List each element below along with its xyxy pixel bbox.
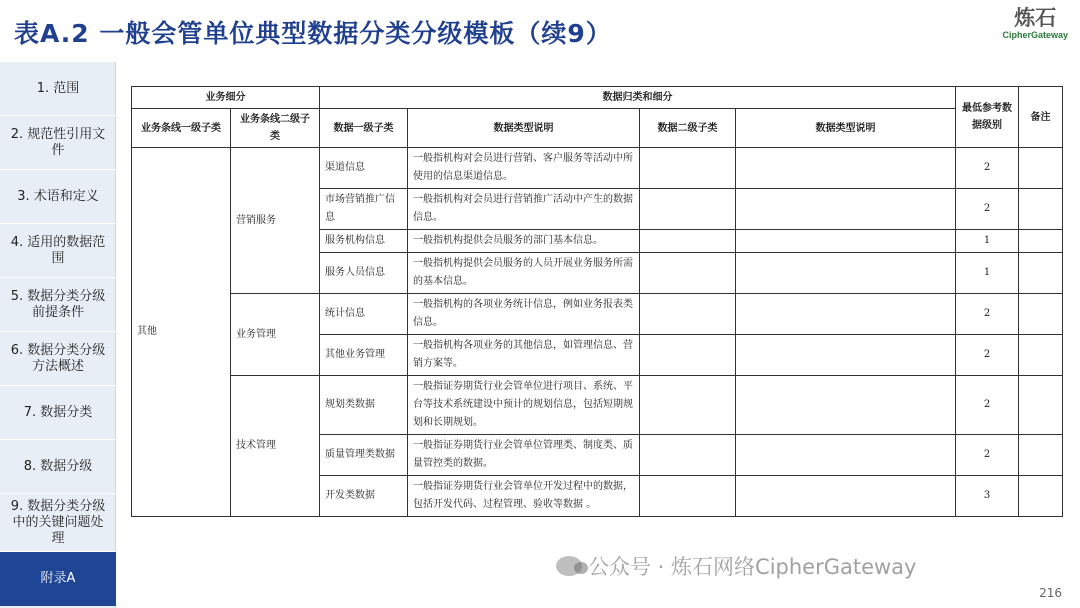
data-l2-cell bbox=[640, 189, 736, 230]
business-l2-cell: 业务管理 bbox=[231, 294, 320, 376]
header-data-group: 数据归类和细分 bbox=[320, 87, 956, 109]
data-l2-cell bbox=[640, 230, 736, 253]
data-l2-cell bbox=[640, 148, 736, 189]
wechat-icon bbox=[556, 556, 582, 576]
sidebar-item-method-overview[interactable]: 6. 数据分类分级方法概述 bbox=[0, 332, 116, 386]
level-cell: 1 bbox=[956, 253, 1019, 294]
header-data-desc-2: 数据类型说明 bbox=[736, 109, 956, 148]
header-remarks: 备注 bbox=[1019, 87, 1063, 148]
header-business-l2: 业务条线二级子类 bbox=[231, 109, 320, 148]
table-row bbox=[132, 376, 1063, 435]
remarks-cell bbox=[1019, 376, 1063, 435]
level-cell: 2 bbox=[956, 335, 1019, 376]
data-desc-cell: 一般指证券期货行业会管单位管理类、制度类、质量管控类的数据。 bbox=[408, 435, 640, 476]
remarks-cell bbox=[1019, 294, 1063, 335]
page-number: 216 bbox=[1039, 586, 1062, 600]
logo-brand: CipherGateway bbox=[1002, 30, 1068, 40]
data-l1-cell: 渠道信息 bbox=[320, 148, 408, 189]
data-l1-cell: 服务人员信息 bbox=[320, 253, 408, 294]
sidebar-item-scope[interactable]: 1. 范围 bbox=[0, 62, 116, 116]
data-l1-cell: 开发类数据 bbox=[320, 476, 408, 517]
header-data-desc: 数据类型说明 bbox=[408, 109, 640, 148]
header-data-l2: 数据二级子类 bbox=[640, 109, 736, 148]
remarks-cell bbox=[1019, 253, 1063, 294]
data-desc-cell: 一般指机构对会员进行营销、客户服务等活动中所使用的信息渠道信息。 bbox=[408, 148, 640, 189]
data-desc2-cell bbox=[736, 148, 956, 189]
business-l2-cell: 技术管理 bbox=[231, 376, 320, 517]
data-l2-cell bbox=[640, 376, 736, 435]
header-min-level: 最低参考数据级别 bbox=[956, 87, 1019, 148]
table-row bbox=[132, 294, 1063, 335]
data-l2-cell bbox=[640, 435, 736, 476]
sidebar-item-preconditions[interactable]: 5. 数据分类分级前提条件 bbox=[0, 278, 116, 332]
sidebar-item-key-issues[interactable]: 9. 数据分类分级中的关键问题处理 bbox=[0, 494, 116, 552]
remarks-cell bbox=[1019, 476, 1063, 517]
sidebar-item-appendix-a[interactable]: 附录A bbox=[0, 552, 116, 606]
level-cell: 2 bbox=[956, 148, 1019, 189]
data-desc2-cell bbox=[736, 476, 956, 517]
data-desc-cell: 一般指机构的各项业务统计信息，例如业务报表类信息。 bbox=[408, 294, 640, 335]
level-cell: 1 bbox=[956, 230, 1019, 253]
business-l1-cell: 其他 bbox=[132, 148, 231, 517]
data-desc2-cell bbox=[736, 253, 956, 294]
data-desc-cell: 一般指机构各项业务的其他信息，如管理信息、营销方案等。 bbox=[408, 335, 640, 376]
data-desc-cell: 一般指机构提供会员服务的部门基本信息。 bbox=[408, 230, 640, 253]
level-cell: 3 bbox=[956, 476, 1019, 517]
watermark-text: 公众号 · 炼石网络CipherGateway bbox=[588, 555, 917, 579]
data-l1-cell: 规划类数据 bbox=[320, 376, 408, 435]
page-title: 表A.2 一般会管单位典型数据分类分级模板（续9） bbox=[14, 19, 612, 48]
business-l2-cell: 营销服务 bbox=[231, 148, 320, 294]
company-logo bbox=[1002, 6, 1068, 40]
remarks-cell bbox=[1019, 335, 1063, 376]
data-desc-cell: 一般指机构对会员进行营销推广活动中产生的数据信息。 bbox=[408, 189, 640, 230]
remarks-cell bbox=[1019, 189, 1063, 230]
logo-mark: 炼石 bbox=[1014, 6, 1057, 30]
data-l1-cell: 其他业务管理 bbox=[320, 335, 408, 376]
data-desc2-cell bbox=[736, 230, 956, 253]
data-desc2-cell bbox=[736, 294, 956, 335]
data-l2-cell bbox=[640, 476, 736, 517]
data-desc-cell: 一般指证券期货行业会管单位进行项目、系统、平台等技术系统建设中预计的规划信息，包括短期规划和长期规划。 bbox=[408, 376, 640, 435]
wechat-watermark bbox=[556, 551, 916, 581]
data-l2-cell bbox=[640, 335, 736, 376]
sidebar-item-terms[interactable]: 3. 术语和定义 bbox=[0, 170, 116, 224]
data-l1-cell: 质量管理类数据 bbox=[320, 435, 408, 476]
level-cell: 2 bbox=[956, 189, 1019, 230]
table-row bbox=[132, 148, 1063, 189]
sidebar-nav bbox=[0, 62, 116, 608]
header-data-l1: 数据一级子类 bbox=[320, 109, 408, 148]
remarks-cell bbox=[1019, 435, 1063, 476]
data-l1-cell: 统计信息 bbox=[320, 294, 408, 335]
data-desc2-cell bbox=[736, 189, 956, 230]
sidebar-item-normative-references[interactable]: 2. 规范性引用文件 bbox=[0, 116, 116, 170]
level-cell: 2 bbox=[956, 294, 1019, 335]
data-desc-cell: 一般指证券期货行业会管单位开发过程中的数据，包括开发代码、过程管理、验收等数据 。 bbox=[408, 476, 640, 517]
level-cell: 2 bbox=[956, 435, 1019, 476]
data-l1-cell: 服务机构信息 bbox=[320, 230, 408, 253]
remarks-cell bbox=[1019, 230, 1063, 253]
data-l1-cell: 市场营销推广信息 bbox=[320, 189, 408, 230]
sidebar-item-data-scope[interactable]: 4. 适用的数据范围 bbox=[0, 224, 116, 278]
data-l2-cell bbox=[640, 294, 736, 335]
classification-table bbox=[131, 86, 1063, 517]
remarks-cell bbox=[1019, 148, 1063, 189]
data-desc2-cell bbox=[736, 335, 956, 376]
level-cell: 2 bbox=[956, 376, 1019, 435]
sidebar-item-classification[interactable]: 7. 数据分类 bbox=[0, 386, 116, 440]
sidebar-item-grading[interactable]: 8. 数据分级 bbox=[0, 440, 116, 494]
header-business-group: 业务细分 bbox=[132, 87, 320, 109]
data-desc2-cell bbox=[736, 376, 956, 435]
data-desc2-cell bbox=[736, 435, 956, 476]
header-business-l1: 业务条线一级子类 bbox=[132, 109, 231, 148]
data-desc-cell: 一般指机构提供会员服务的人员开展业务服务所需的基本信息。 bbox=[408, 253, 640, 294]
data-l2-cell bbox=[640, 253, 736, 294]
